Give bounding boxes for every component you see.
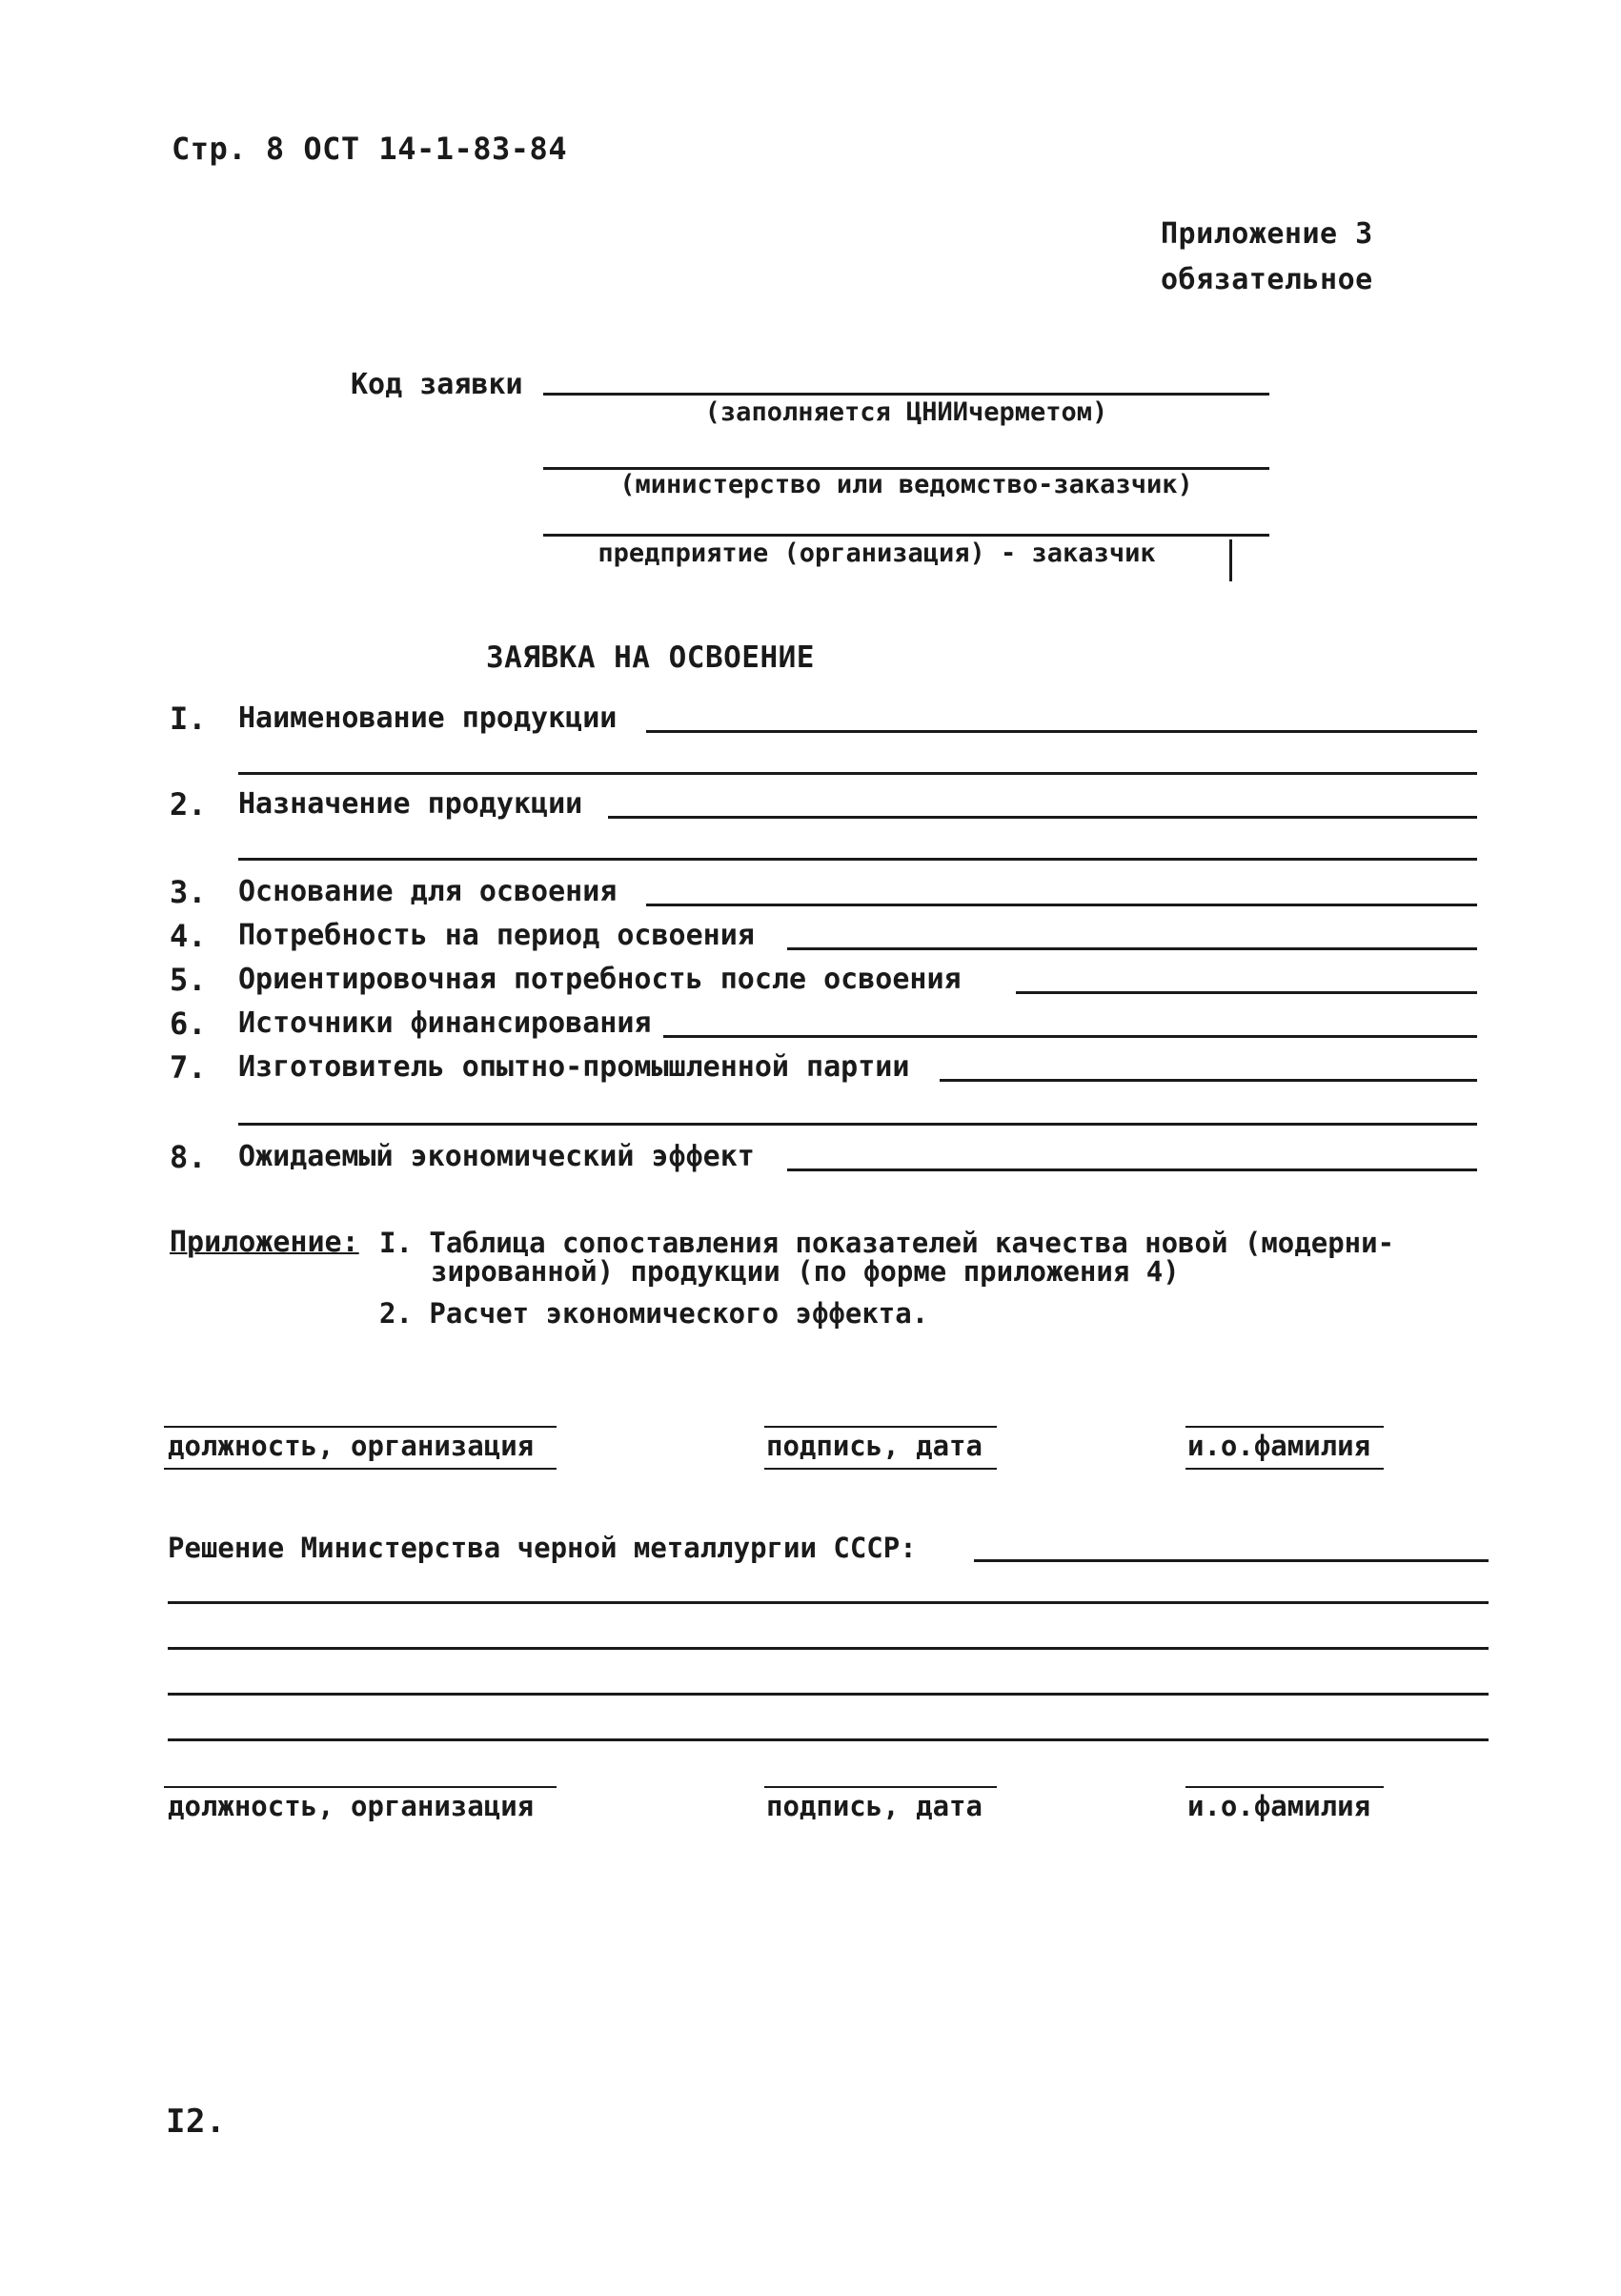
signature-top-line [764,1786,997,1788]
request-code-label: Код заявки [351,368,523,401]
attachment-1-line-2: зированной) продукции (по форме приложения 4) [431,1255,1180,1288]
enterprise-line [543,534,1269,537]
enterprise-caption: предприятие (организация) - заказчик [598,538,1156,568]
item-fill-line [787,947,1477,950]
name-caption: и.о.фамилия [1187,1430,1371,1462]
decision-continuation-line [168,1601,1489,1604]
position-top-line [164,1426,557,1428]
position-caption: должность, организация [168,1430,535,1462]
item-label: Назначение продукции [238,787,583,821]
appendix-title: Приложение 3 [1161,217,1373,251]
item-fill-line [940,1079,1477,1082]
signature-bottom-line [764,1468,997,1470]
item-continuation-line [238,1123,1477,1126]
item-continuation-line [238,772,1477,775]
position-bottom-line [164,1468,557,1470]
appendix-type: обязательное [1161,263,1373,296]
enterprise-caption-bracket [1229,539,1232,581]
position-caption: должность, организация [168,1790,535,1822]
ministry-caption: (министерство или ведомство-заказчик) [619,470,1193,499]
item-label: Ожидаемый экономический эффект [238,1140,755,1173]
item-label: Ориентировочная потребность после освоения [238,963,962,996]
attachment-1-line-1: I. Таблица сопоставления показателей качества новой (модерни- [379,1227,1395,1259]
item-number: 2. [170,786,207,823]
item-label: Наименование продукции [238,701,618,735]
item-number: 3. [170,874,207,910]
signature-caption: подпись, дата [766,1790,983,1822]
decision-fill-line [974,1559,1489,1562]
decision-continuation-line [168,1738,1489,1741]
name-caption: и.о.фамилия [1187,1790,1371,1822]
item-label: Потребность на период освоения [238,919,755,952]
item-number: 4. [170,918,207,954]
item-number: 5. [170,962,207,998]
request-code-caption: (заполняется ЦНИИчерметом) [704,397,1108,427]
item-number: 8. [170,1139,207,1175]
position-top-line [164,1786,557,1788]
item-fill-line [608,816,1477,819]
item-label: Источники финансирования [238,1006,652,1040]
decision-continuation-line [168,1693,1489,1696]
item-fill-line [663,1035,1477,1038]
form-title: ЗАЯВКА НА ОСВОЕНИЕ [486,640,815,675]
attachment-2: 2. Расчет экономического эффекта. [379,1297,929,1330]
name-bottom-line [1185,1468,1384,1470]
item-number: 6. [170,1006,207,1042]
signature-top-line [764,1426,997,1428]
name-top-line [1185,1426,1384,1428]
name-top-line [1185,1786,1384,1788]
item-fill-line [787,1168,1477,1171]
item-label: Изготовитель опытно-промышленной партии [238,1050,910,1084]
item-fill-line [646,730,1477,733]
item-label: Основание для освоения [238,875,618,908]
item-number: 7. [170,1049,207,1086]
item-fill-line [646,904,1477,906]
decision-label: Решение Министерства черной металлургии СССР: [168,1532,917,1564]
decision-continuation-line [168,1647,1489,1650]
item-fill-line [1016,991,1477,994]
request-code-line [543,393,1269,396]
signature-caption: подпись, дата [766,1430,983,1462]
page-reference: Стр. 8 ОСТ 14-1-83-84 [172,131,568,167]
item-continuation-line [238,858,1477,861]
item-number: I. [170,701,207,737]
page-number: I2. [166,2103,226,2141]
attachments-label: Приложение: [170,1226,359,1259]
